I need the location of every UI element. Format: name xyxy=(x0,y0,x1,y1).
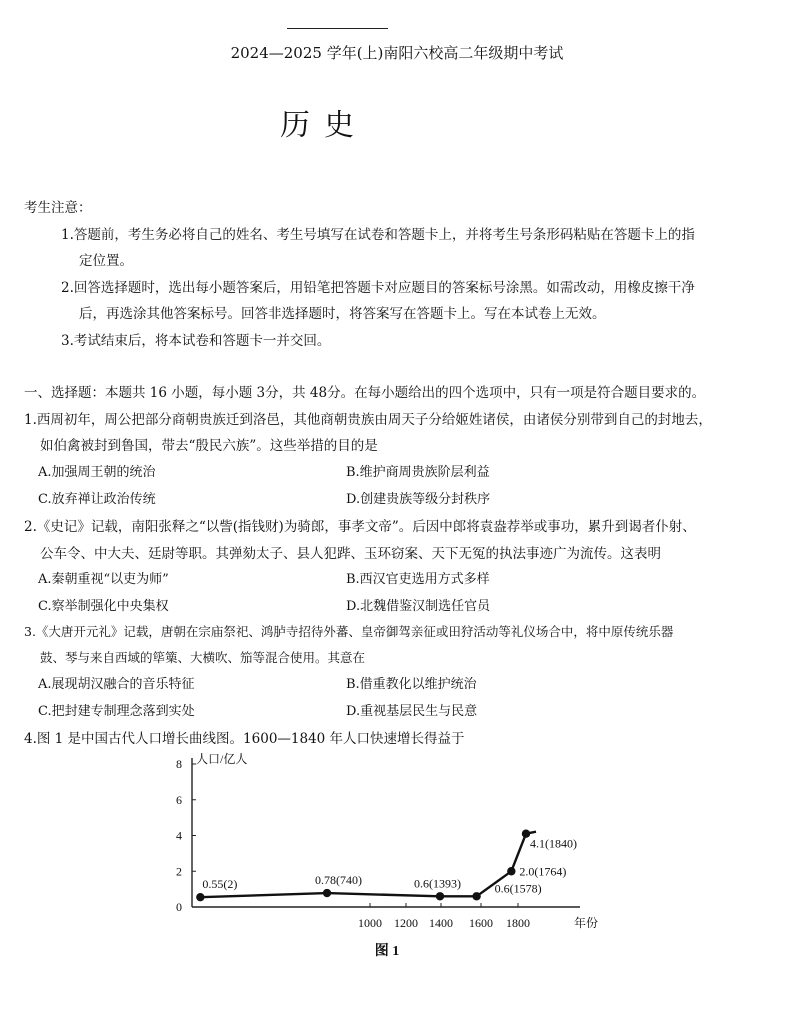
data-label: 4.1(1840) xyxy=(530,836,577,851)
q2-stem-line-1: 2.《史记》记载，南阳张释之“以訾(指钱财)为骑郎，事孝文帝”。后因中郎将袁盎荐举或事功，累升到谒者仆射、 xyxy=(24,519,696,535)
data-point xyxy=(472,892,480,900)
data-point xyxy=(522,830,530,838)
q1-option-c: C.放弃禅让政治传统 xyxy=(38,492,156,507)
q3-option-c: C.把封建专制理念落到实处 xyxy=(38,704,195,719)
y-axis-label: 人口/亿人 xyxy=(196,752,248,766)
q1-stem-line-1: 1.西周初年，周公把部分商朝贵族迁到洛邑，其他商朝贵族由周天子分给姬姓诸侯，由诸侯分别带到自己的封地去， xyxy=(24,412,712,428)
q1-stem-line-2: 如伯禽被封到鲁国，带去“殷民六族”。这些举措的目的是 xyxy=(40,438,378,454)
q1-option-a: A.加强周王朝的统治 xyxy=(38,465,156,480)
q2-option-b: B.西汉官吏选用方式多样 xyxy=(346,572,490,587)
x-tick-label: 1000 xyxy=(358,916,382,930)
population-line xyxy=(200,834,526,898)
q2-option-d: D.北魏借鉴汉制选任官员 xyxy=(346,599,491,614)
data-label: 2.0(1764) xyxy=(519,864,567,879)
x-tick-label: 1600 xyxy=(469,916,493,930)
notice-item-1-line-1: 1.答题前，考生务必将自己的姓名、考生号填写在试卷和答题卡上，并将考生号条形码粘贴在答题卡上的指 xyxy=(61,227,695,243)
data-label: 0.6(1578) xyxy=(494,881,542,896)
q4-stem-line-1: 4.图 1 是中国古代人口增长曲线图。1600—1840 年人口快速增长得益于 xyxy=(24,731,465,747)
q3-option-b: B.借重教化以维护统治 xyxy=(346,677,477,692)
y-tick-label: 0 xyxy=(176,900,182,914)
data-label: 0.6(1393) xyxy=(414,876,461,891)
q2-option-a: A.秦朝重视“以吏为师” xyxy=(38,572,169,587)
figure-caption: 图 1 xyxy=(374,944,400,959)
q2-option-c: C.察举制强化中央集权 xyxy=(38,599,169,614)
section-heading: 一、选择题：本题共 16 小题，每小题 3分，共 48分。在每小题给出的四个选项中，只有一项是符合题目要求的。 xyxy=(24,385,706,401)
data-point xyxy=(436,892,444,900)
q2-stem-line-2: 公车令、中大夫、廷尉等职。其弹劾太子、县人犯跸、玉环窃案、天下无冤的执法事迹广为流传。这表明 xyxy=(40,546,661,562)
q3-stem-line-2: 鼓、琴与来自西域的筚篥、大横吹、笳等混合使用。其意在 xyxy=(40,650,366,665)
subject-title: 历史 xyxy=(280,108,368,143)
y-tick-label: 8 xyxy=(176,757,182,771)
q3-option-a: A.展现胡汉融合的音乐特征 xyxy=(38,677,195,692)
notice-heading: 考生注意： xyxy=(24,200,92,216)
y-tick-label: 6 xyxy=(176,792,182,807)
x-tick-label: 1200 xyxy=(394,916,418,930)
data-label: 0.55(2) xyxy=(202,877,238,892)
y-tick-label: 2 xyxy=(176,864,182,879)
y-tick-label: 4 xyxy=(176,828,182,843)
x-tick-label: 1800 xyxy=(506,916,530,930)
data-point xyxy=(507,867,515,875)
x-tick-label: 1400 xyxy=(429,916,453,930)
data-label: 0.78(740) xyxy=(315,873,362,888)
notice-item-1-line-2: 定位置。 xyxy=(79,253,133,269)
notice-item-3: 3.考试结束后，将本试卷和答题卡一并交回。 xyxy=(61,333,331,349)
notice-item-2-line-1: 2.回答选择题时，选出每小题答案后，用铅笔把答题卡对应题目的答案标号涂黑。如需改动，用橡皮擦干净 xyxy=(61,280,695,296)
exam-title: 2024—2025 学年(上)南阳六校高二年级期中考试 xyxy=(230,44,564,62)
x-axis-label: 年份 xyxy=(574,916,599,930)
q1-option-d: D.创建贵族等级分封秩序 xyxy=(346,492,491,507)
data-point xyxy=(323,889,331,897)
q3-option-d: D.重视基层民生与民意 xyxy=(346,704,478,719)
notice-item-2-line-2: 后，再选涂其他答案标号。回答非选择题时，将答案写在答题卡上。写在本试卷上无效。 xyxy=(79,306,606,322)
q1-option-b: B.维护商周贵族阶层利益 xyxy=(346,465,490,480)
data-point xyxy=(196,893,204,901)
q3-stem-line-1: 3.《大唐开元礼》记载，唐朝在宗庙祭祀、鸿胪寺招待外蕃、皇帝御驾亲征或田狩活动等礼仪场合中，将中原传统乐器 xyxy=(24,624,674,639)
